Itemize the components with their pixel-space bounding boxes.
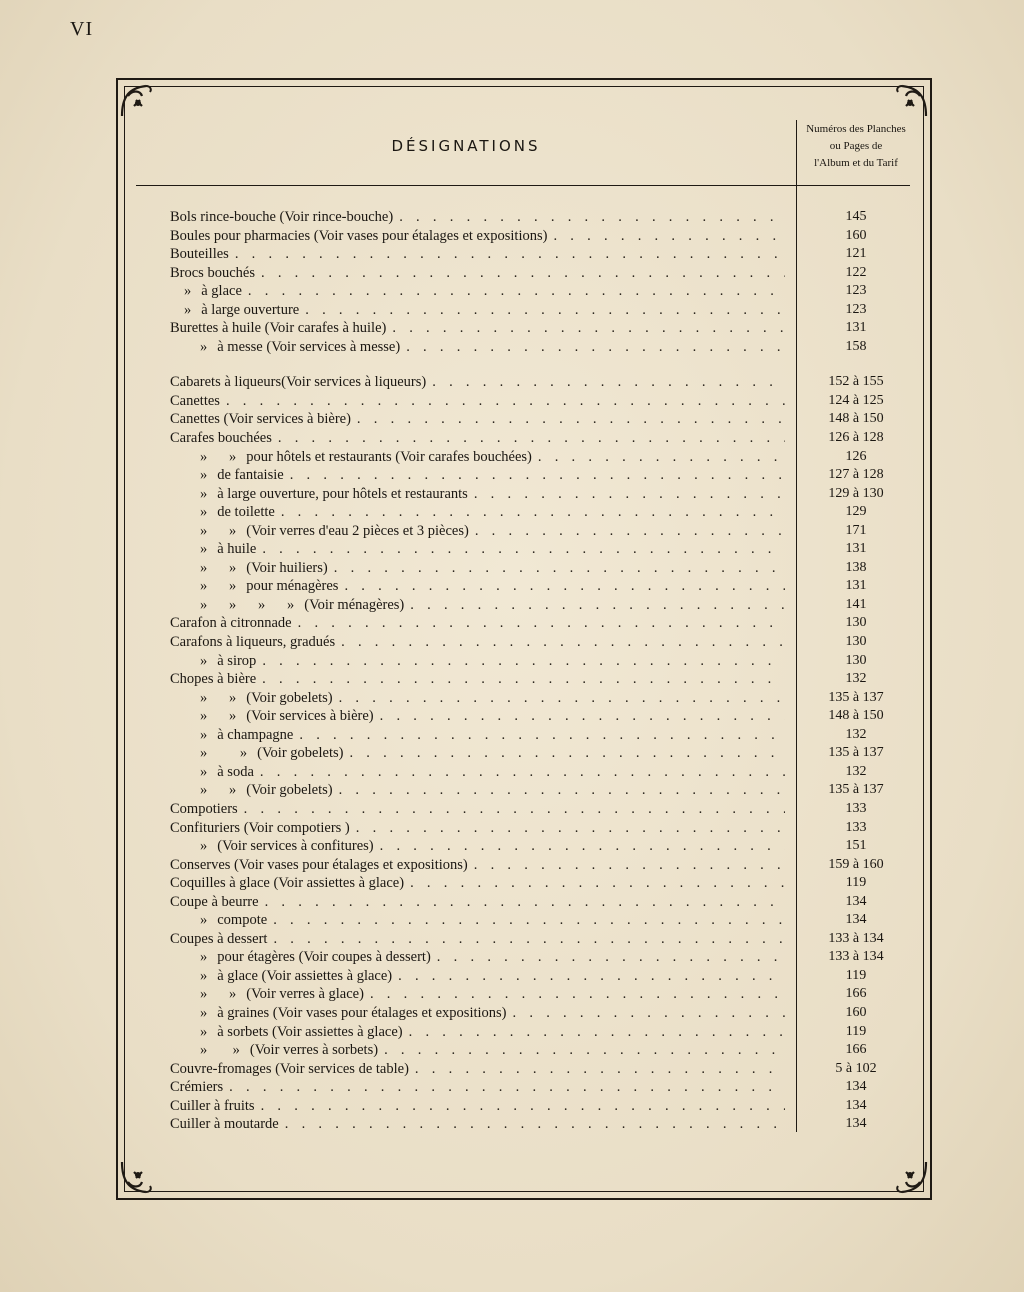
ditto-marks: » [200,763,208,780]
ditto-marks: » [200,485,208,502]
ditto-marks: » » » » [200,596,295,613]
ditto-marks: » [200,912,208,929]
index-entry [0,319,1024,338]
index-entry [0,301,1024,320]
index-entry [0,985,1024,1004]
entry-reference: 135 à 137 [828,689,884,705]
entry-text [170,819,356,837]
index-entry [0,1078,1024,1097]
entry-reference: 133 à 134 [828,930,884,946]
entry-reference: 160 [845,227,867,243]
entry-text [170,245,235,263]
entry-label: à champagne [217,726,294,743]
ditto-marks: » [200,726,208,743]
index-entry [0,448,1024,467]
entry-label: à soda [217,763,254,780]
entry-label: Brocs bouchés [170,264,255,281]
index-entry [0,874,1024,893]
index-entry [0,1097,1024,1116]
entry-designation [170,503,785,521]
index-entry [0,264,1024,283]
entry-text [170,614,298,632]
entry-reference: 133 à 134 [828,949,884,965]
entry-reference: 134 [845,1079,867,1095]
index-entry [0,392,1024,411]
entry-designation [170,301,785,319]
entry-designation [170,448,785,466]
entry-text [170,319,392,337]
entry-designation [170,633,785,651]
index-entry [0,1004,1024,1023]
entry-reference: 119 [845,967,867,983]
index-entry [0,245,1024,264]
entry-text [200,596,410,614]
entry-text [200,726,299,744]
corner-ornament-icon [118,1158,158,1198]
column-heading-references [798,121,914,172]
entry-reference: 152 à 155 [828,374,884,390]
index-entry [0,837,1024,856]
entry-reference: 132 [845,726,867,742]
entry-designation [170,559,785,577]
index-entry [0,893,1024,912]
entry-designation [170,577,785,595]
ditto-marks: » [200,838,208,855]
entry-reference: 134 [845,1097,867,1113]
entry-label: Crémiers [170,1079,224,1096]
entry-text [170,856,474,874]
entry-reference: 148 à 150 [828,708,884,724]
entry-label: Carafons à liqueurs, gradués [170,634,336,651]
entry-text [200,485,474,503]
entry-designation [170,948,785,966]
entry-label: Boules pour pharmacies (Voir vases pour étalages et expositions) [170,227,548,244]
entry-designation [170,1078,785,1096]
entry-designation [170,485,785,503]
entry-reference: 131 [845,578,867,594]
index-entry [0,652,1024,671]
entry-reference: 134 [845,893,867,909]
entry-designation [170,245,785,263]
entry-text [200,985,370,1003]
entry-designation [170,707,785,725]
entry-reference: 132 [845,763,867,779]
entry-text [170,392,226,410]
entry-text [200,1041,384,1059]
index-entry [0,1023,1024,1042]
index-entry [0,911,1024,930]
entry-reference: 135 à 137 [828,745,884,761]
entry-designation [170,726,785,744]
entry-designation [170,911,785,929]
index-entry [0,559,1024,578]
entry-designation [170,540,785,558]
entry-text [170,633,341,651]
entry-text [200,540,262,558]
index-entry [0,503,1024,522]
entry-label: à glace (Voir assiettes à glace) [217,967,393,984]
entry-label: Bouteilles [170,246,229,263]
entry-label: Carafes bouchées [170,430,272,447]
ditto-marks: » [200,541,208,558]
index-entry [0,1115,1024,1134]
entry-designation [170,1023,785,1041]
ditto-marks: » » [200,578,237,595]
entry-label: pour ménagères [246,578,339,595]
heading-line: ou Pages de [829,140,883,152]
index-entry [0,726,1024,745]
entry-label: Coquilles à glace (Voir assiettes à glace) [170,875,405,892]
entry-text [200,837,380,855]
entry-reference: 129 [845,504,867,520]
entry-reference: 119 [845,875,867,891]
entry-designation [170,1097,785,1115]
index-entry [0,967,1024,986]
entry-reference: 126 à 128 [828,430,884,446]
entry-text [200,559,334,577]
index-entry [0,282,1024,301]
entry-designation [170,208,785,226]
entry-label: Compotiers [170,800,238,817]
entry-label: à sorbets (Voir assiettes à glace) [217,1023,403,1040]
entry-label: à graines (Voir vases pour étalages et expositions) [217,1004,507,1021]
entry-text [170,893,265,911]
entry-label: (Voir verres à sorbets) [249,1042,379,1059]
entry-text [200,781,339,799]
index-entry [0,429,1024,448]
entry-text [200,707,380,725]
entry-reference: 151 [845,838,867,854]
entry-reference: 123 [845,301,867,317]
index-entry [0,227,1024,246]
entry-label: (Voir gobelets) [257,745,344,762]
entry-label: Cabarets à liqueurs(Voir services à liqueurs) [170,374,427,391]
entry-designation [170,893,785,911]
entry-reference: 132 [845,671,867,687]
entry-text [170,1097,261,1115]
entry-label: de fantaisie [217,467,284,484]
index-entry [0,614,1024,633]
entry-label: à large ouverture, pour hôtels et restaurants [217,485,468,502]
index-entry [0,596,1024,615]
ditto-marks: » [200,504,208,521]
index-entry [0,485,1024,504]
entry-reference: 134 [845,912,867,928]
entry-designation [170,466,785,484]
entry-label: (Voir ménagères) [304,596,405,613]
index-entry [0,819,1024,838]
corner-ornament-icon [118,80,158,120]
entry-label: Coupe à beurre [170,893,259,910]
ditto-marks: » » [200,986,237,1003]
entry-text [200,911,273,929]
index-entry [0,781,1024,800]
entry-designation [170,874,785,892]
entry-label: (Voir services à bière) [246,708,374,725]
index-entry [0,670,1024,689]
entry-reference: 126 [845,448,867,464]
entry-label: (Voir gobelets) [246,782,333,799]
index-entry [0,208,1024,227]
entry-text [170,800,244,818]
index-entry [0,689,1024,708]
entry-reference: 141 [845,596,867,612]
entry-label: (Voir gobelets) [246,689,333,706]
entry-text [200,948,437,966]
entry-reference: 138 [845,559,867,575]
entry-designation [170,1060,785,1078]
entry-reference: 129 à 130 [828,485,884,501]
ditto-marks: » [200,1004,208,1021]
entry-text [170,208,399,226]
entry-text [200,503,281,521]
entry-designation [170,227,785,245]
ditto-marks: » » [200,782,237,799]
index-entry [0,763,1024,782]
entry-reference: 130 [845,615,867,631]
index-entry [0,856,1024,875]
index-entry [0,1060,1024,1079]
entry-designation [170,930,785,948]
entry-text [200,689,339,707]
index-entry [0,540,1024,559]
entry-text [170,429,278,447]
index-entry [0,522,1024,541]
entry-label: compote [217,912,268,929]
entry-reference: 158 [845,338,867,354]
entry-designation [170,781,785,799]
index-entry [0,410,1024,429]
entry-designation [170,670,785,688]
corner-ornament-icon [890,1158,930,1198]
ditto-marks: » [184,301,192,318]
ditto-marks: » [200,949,208,966]
entry-text [200,577,344,595]
index-list [0,208,1024,1134]
entry-reference: 124 à 125 [828,392,884,408]
entry-designation [170,819,785,837]
index-entry [0,577,1024,596]
entry-label: Canettes (Voir services à bière) [170,411,351,428]
ditto-marks: » » [200,559,237,576]
ditto-marks: » [200,652,208,669]
entry-designation [170,319,785,337]
entry-designation [170,1115,785,1133]
entry-text [170,410,357,428]
entry-designation [170,264,785,282]
ditto-marks: » » [200,1042,240,1059]
entry-text [200,448,538,466]
entry-label: (Voir verres à glace) [246,986,364,1003]
page-number: VI [70,18,94,40]
entry-text [184,301,305,319]
entry-designation [170,1004,785,1022]
entry-label: (Voir services à confitures) [217,838,374,855]
entry-label: (Voir huiliers) [246,559,328,576]
ditto-marks: » [184,283,192,300]
entry-text [200,1023,409,1041]
entry-reference: 122 [845,264,867,280]
index-entry [0,373,1024,392]
index-entry [0,930,1024,949]
entry-reference: 5 à 102 [835,1060,877,1076]
entry-reference: 130 [845,652,867,668]
entry-label: à messe (Voir services à messe) [217,338,401,355]
column-heading-designations: DÉSIGNATIONS [391,137,541,155]
entry-designation [170,522,785,540]
entry-designation [170,985,785,1003]
entry-reference: 127 à 128 [828,467,884,483]
entry-label: à huile [217,541,257,558]
entry-text [200,522,475,540]
index-entry [0,466,1024,485]
entry-label: Carafon à citronnade [170,615,292,632]
index-entry [0,707,1024,726]
entry-designation [170,410,785,428]
corner-ornament-icon [890,80,930,120]
index-entry [0,948,1024,967]
entry-reference: 131 [845,541,867,557]
entry-label: Chopes à bière [170,671,257,688]
entry-label: Conserves (Voir vases pour étalages et expositions) [170,856,468,873]
entry-label: à glace [201,283,242,300]
entry-designation [170,1041,785,1059]
entry-text [200,967,398,985]
entry-reference: 121 [845,246,867,262]
entry-reference: 166 [845,986,867,1002]
index-entry [0,338,1024,357]
entry-designation [170,614,785,632]
entry-text [200,338,406,356]
entry-label: Cuiller à moutarde [170,1116,279,1133]
entry-label: (Voir verres d'eau 2 pièces et 3 pièces) [246,522,469,539]
entry-designation [170,967,785,985]
entry-label: Burettes à huile (Voir carafes à huile) [170,320,387,337]
entry-text [200,744,349,762]
entry-text [184,282,248,300]
entry-label: à sirop [217,652,257,669]
ditto-marks: » [200,967,208,984]
entry-label: Couvre-fromages (Voir services de table) [170,1060,409,1077]
heading-line: l'Album et du Tarif [814,157,898,169]
entry-reference: 119 [845,1023,867,1039]
entry-text [170,227,553,245]
ditto-marks: » [200,338,208,355]
entry-text [200,1004,513,1022]
entry-reference: 148 à 150 [828,411,884,427]
index-entry [0,1041,1024,1060]
ditto-marks: » [200,1023,208,1040]
entry-text [170,373,432,391]
entry-label: Canettes [170,392,220,409]
entry-reference: 159 à 160 [828,856,884,872]
entry-reference: 171 [845,522,867,538]
entry-designation [170,652,785,670]
entry-designation [170,744,785,762]
entry-designation [170,429,785,447]
entry-designation [170,596,785,614]
entry-label: pour étagères (Voir coupes à dessert) [217,949,431,966]
entry-label: Cuiller à fruits [170,1097,255,1114]
entry-text [170,930,273,948]
entry-label: Bols rince-bouche (Voir rince-bouche) [170,209,394,225]
index-entry [0,633,1024,652]
entry-text [170,1078,229,1096]
entry-designation [170,392,785,410]
entry-label: Coupes à dessert [170,930,268,947]
entry-reference: 123 [845,283,867,299]
entry-reference: 131 [845,320,867,336]
header-rule [136,185,910,186]
entry-label: Confituriers (Voir compotiers ) [170,819,350,836]
entry-reference: 134 [845,1116,867,1132]
entry-text [170,874,410,892]
index-entry [0,800,1024,819]
entry-designation [170,689,785,707]
entry-reference: 160 [845,1004,867,1020]
ditto-marks: » » [200,448,237,465]
entry-reference: 133 [845,800,867,816]
ditto-marks: » » [200,745,248,762]
entry-designation [170,837,785,855]
heading-line: Numéros des Planches [806,123,906,135]
entry-designation [170,800,785,818]
entry-designation [170,338,785,356]
entry-label: de toilette [217,504,275,521]
entry-text [200,763,260,781]
entry-label: à large ouverture [201,301,300,318]
entry-text [170,1060,415,1078]
entry-designation [170,282,785,300]
entry-reference: 133 [845,819,867,835]
ditto-marks: » » [200,708,237,725]
entry-designation [170,856,785,874]
entry-designation [170,763,785,781]
ditto-marks: » [200,467,208,484]
entry-designation [170,373,785,391]
entry-reference: 166 [845,1042,867,1058]
entry-label: pour hôtels et restaurants (Voir carafes bouchées) [246,448,532,465]
entry-reference: 130 [845,634,867,650]
entry-text [200,652,262,670]
entry-text [170,264,261,282]
section-gap [0,356,1024,373]
ditto-marks: » » [200,522,237,539]
entry-reference: 145 [845,209,867,224]
entry-reference: 135 à 137 [828,782,884,798]
entry-text [170,670,262,688]
ditto-marks: » » [200,689,237,706]
entry-text [200,466,290,484]
index-entry [0,744,1024,763]
entry-text [170,1115,285,1133]
